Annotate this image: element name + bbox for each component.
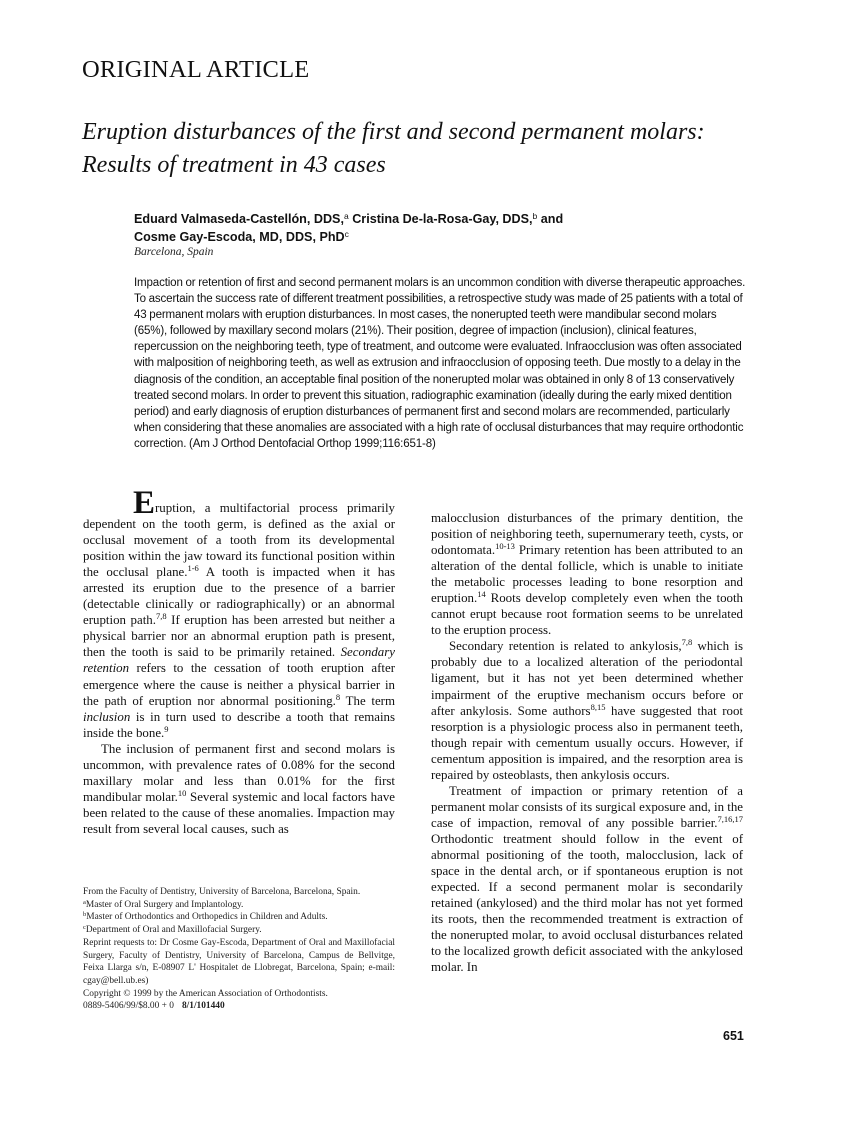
body-text: Orthodontic treatment should follow in the event of abnormal positioning of the tooth, malocclusion, lack of space in the dental arch, or if spontaneous eruption is not expected. If a second permanent molar is secondarily retained (ankylosed) and the third molar has not yet formed its roots, then the recommended treatment is extraction of the nonerupted molar, to avoid occlusal disturbances related to the localized growth deficit associated with the ankylosed molar. In (431, 831, 743, 975)
affiliation-mark: b (83, 911, 87, 919)
footnotes (83, 886, 395, 1013)
author-conjunction: and (540, 212, 564, 226)
reference-superscript: 10 (177, 787, 187, 798)
reference-superscript: 10-13 (495, 541, 515, 552)
body-text: A tooth is impacted when it has arrested its eruption due to the presence of a barrier (detectable clinically or radiographically) or an abnormal eruption path. (83, 565, 395, 628)
reference-superscript: 9 (164, 723, 169, 734)
body-paragraph (431, 510, 743, 638)
affiliation-mark: c (83, 924, 86, 932)
footnote-institution: From the Faculty of Dentistry, University of Barcelona, Barcelona, Spain. (83, 887, 361, 897)
footnote-reprint-request: Reprint requests to: Dr Cosme Gay-Escoda, Department of Oral and Maxillofacial Surgery, Faculty of Dentistry, University of Barcelona, Campus de Bellvitge, Feixa Llarga s/n, E-08907 L' Hospitalet de Llobregat, Barcelona, Spain; e-mail: cgay@bell.ub.es) (83, 937, 395, 986)
body-text: Roots develop completely even when the tooth cannot erupt because root formation seems to be unrelated to the eruption process. (431, 591, 743, 638)
body-paragraph (431, 783, 743, 976)
body-paragraph (431, 638, 743, 782)
body-text: have suggested that root resorption is a physiologic process also in permanent teeth, though repair with cementum usually occurs. However, if cementum apposition is impaired, and the resorption area is repaired by osteoblasts, then ankylosis occurs. (431, 703, 743, 782)
emphasized-term: inclusion (83, 709, 131, 724)
reference-superscript: 14 (477, 589, 486, 600)
body-text: If eruption has been arrested but neither a physical barrier nor an abnormal eruption path is present, then the tooth is said to be primarily retained. (83, 613, 395, 660)
author-list (134, 211, 754, 246)
body-column-right (431, 510, 743, 975)
reference-superscript: 8 (335, 691, 341, 702)
body-text: Treatment of impaction or primary retention of a permanent molar consists of its surgical exposure and, in the case of impaction, removal of any possible barrier. (431, 783, 743, 830)
drop-cap: E (133, 485, 156, 521)
article-code: 8/1/101440 (181, 1001, 225, 1012)
body-text: which is probably due to a localized alteration of the periodontal ligament, but it has not yet been determined whether impairment of the eruptive mechanism occurs before or after ankylosis. Some authors (431, 639, 743, 718)
page-number: 651 (723, 1029, 744, 1043)
author-name: Cosme Gay-Escoda, MD, DDS, PhD (134, 229, 345, 244)
affiliation-mark: a (83, 898, 86, 906)
body-text: is in turn used to describe a tooth that remains inside the bone. (83, 709, 395, 740)
footnote-affiliation: $^c$Department of Oral and Maxillofacial Surgery. (83, 924, 262, 936)
article-title: Eruption disturbances of the first and second permanent molars: Results of treatment in 43 cases (82, 119, 705, 178)
emphasized-term: Secondary retention (83, 645, 395, 676)
reference-superscript: 1-6 (187, 563, 199, 574)
section-label: ORIGINAL ARTICLE (82, 56, 310, 83)
abstract (134, 275, 750, 452)
author-location: Barcelona, Spain (134, 246, 214, 258)
reference-superscript: 7,8 (155, 611, 167, 622)
body-text: refers to the cessation of tooth eruption after emergence where the cause is neither a physical barrier in the path of eruption nor abnormal positioning. (83, 661, 395, 708)
body-paragraph (83, 741, 395, 837)
body-text: Several systemic and local factors have been related to the cause of these anomalies. Impaction may result from several local causes, such as (83, 789, 396, 836)
body-text: Secondary retention is related to ankylosis, (449, 639, 682, 654)
body-text: The inclusion of permanent first and second molars is uncommon, with prevalence rates of 0.08% for the second maxillary molar and less than 0.01% for the first mandibular molar. (83, 741, 395, 804)
affiliation-mark: a (343, 211, 349, 221)
body-text: Primary retention has been attributed to an alteration of the dental follicle, which is unable to initiate the metabolic processes leading to bone resorption and eruption. (431, 543, 743, 606)
reference-superscript: 8,15 (590, 701, 606, 712)
reference-superscript: 7,16,17 (717, 813, 743, 824)
footnote-affiliation: $^b$Master of Orthodontics and Orthopedics in Children and Adults. (83, 911, 328, 923)
abstract-text: Impaction or retention of first and second permanent molars is an uncommon condition with diverse therapeutic approaches. To ascertain the success rate of different treatment possibilities, a retrospective study was made of 25 patients with a total of 43 permanent molars with eruption disturbances. In most cases, the nonerupted teeth were mandibular second molars (65%), followed by maxillary second molars (21%). Their position, degree of impaction (inclusion), clinical features, repercussion on the neighboring teeth, type of treatment, and outcome were evaluated. Infraocclusion was often associated with malposition of neighboring teeth, as well as extrusion and infraocclusion of opposing teeth. Due mostly to a delay in the diagnosis of the condition, an acceptable final position of the nonerupted molar was obtained in only 8 of 13 conservatively treated second molars. In order to prevent this situation, radiographic examination (ideally during the early mixed dentition period) and early diagnosis of eruption disturbances of permanent first and second molars are recommended, particularly when considering that these anomalies are associated with a high rate of occlusal disturbances that may require orthodontic correction. (Am J Orthod Dentofacial Orthop 1999;116:651-8) (134, 277, 746, 450)
body-paragraph (83, 485, 395, 741)
affiliation-mark: b (532, 211, 538, 221)
affiliation-mark: c (344, 228, 349, 239)
body-text: ruption, a multifactorial process primarily dependent on the tooth germ, is defined as the axial or occlusal movement of a tooth from its developmental position within the jaw toward its functional position within the occlusal plane. (83, 501, 395, 580)
footnote-issn: 0889-5406/99/$8.00 + 0 8/1/101440 (83, 1001, 225, 1012)
body-text: malocclusion disturbances of the primary dentition, the position of neighboring teeth, supernumerary teeth, cysts, or odontomata. (431, 511, 743, 558)
author-name: Eduard Valmaseda-Castellón, DDS, (134, 212, 344, 226)
footnote-affiliation: $^a$Master of Oral Surgery and Implantology. (83, 898, 244, 910)
reference-superscript: 7,8 (681, 637, 693, 648)
author-name: Cristina De-la-Rosa-Gay, DDS, (352, 212, 533, 226)
body-column-left (83, 485, 396, 837)
footnote-copyright: Copyright © 1999 by the American Association of Orthodontists. (83, 988, 328, 999)
body-text: The term (340, 693, 395, 708)
